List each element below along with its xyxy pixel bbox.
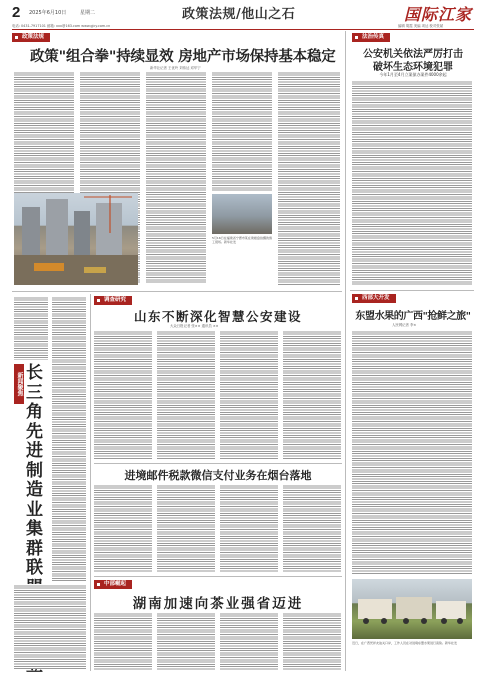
shandong-body-2 (157, 330, 215, 460)
hotline-text: 电话: 0431-7917101 邮箱: xxx@163.com www.gjcy.com.cn (12, 24, 111, 28)
yangtze-headline-char: 三 (26, 382, 43, 403)
pilot-body-3 (220, 484, 278, 572)
paper-logo: 国际江家 (404, 5, 473, 24)
lead-body-col4 (212, 71, 272, 191)
west-photo (352, 579, 472, 639)
shandong-body-1 (94, 330, 152, 460)
lead-headline: 政策"组合拳"持续显效 房地产市场保持基本稳定 (30, 49, 336, 65)
construction-scene (14, 193, 138, 285)
hunan-body-3 (220, 612, 278, 670)
west-body (352, 330, 472, 575)
lead-body-col5 (278, 71, 340, 286)
page-header (0, 0, 486, 38)
col-divider (345, 31, 346, 671)
issue-date: 2025年6月10日 (29, 10, 67, 16)
section-tag-central: 中部崛起 (94, 580, 132, 589)
yangtze-headline-char: 进 (26, 441, 43, 461)
shandong-body-3 (220, 330, 278, 460)
yangtze-body-c (14, 584, 86, 669)
west-headline: 东盟水果的广西"抢鲜之旅" (355, 311, 471, 322)
section-tag-west: 西部大开发 (352, 294, 396, 303)
lead-photo (14, 193, 138, 285)
lead-body-col3 (146, 71, 206, 283)
pilot-body-2 (157, 484, 215, 572)
yangtze-headline-char: 集 (26, 519, 43, 539)
header-rule (12, 29, 474, 30)
yangtze-headline-char: 业 (26, 499, 43, 520)
law-headline-2: 破坏生态环境犯罪 (373, 62, 453, 73)
hunan-body-4 (283, 612, 341, 670)
yangtze-headline-char: 联 (26, 558, 43, 578)
lead-byline: 新华社记者 王优玲 刘伟达 邓华宁 (150, 66, 201, 70)
yangtze-headline-char: 先 (26, 421, 43, 442)
mid-divider (12, 291, 342, 292)
page-number: 2 (12, 4, 21, 21)
pilot-headline: 进境邮件税款微信支付业务在烟台落地 (124, 469, 312, 482)
news-focus-label: 新闻聚焦 (14, 364, 24, 404)
mid-divider-2 (94, 463, 342, 464)
law-body (352, 80, 472, 285)
hunan-headline: 湖南加速向茶业强省迈进 (132, 596, 304, 612)
yangtze-body-a (52, 296, 86, 582)
issue-weekday: 星期二 (80, 10, 96, 16)
shandong-byline: 大众日报记者 张×× 通讯员 ×× (170, 324, 219, 328)
west-byline: 人民网记者 李× (392, 323, 417, 327)
law-headline-1: 公安机关依法严厉打击 (363, 49, 463, 60)
section-tag-law: 法治传真 (352, 33, 390, 42)
yangtze-headline-char: 群 (26, 538, 43, 559)
yangtze-headline-char: 制 (26, 460, 43, 481)
section-title: 政策法规/他山之石 (182, 7, 296, 22)
yangtze-body-b (14, 296, 48, 360)
yangtze-headline-char: 角 (26, 402, 43, 422)
pilot-body-1 (94, 484, 152, 572)
right-divider-1 (350, 290, 474, 291)
shandong-headline: 山东不断深化智慧公安建设 (133, 309, 302, 324)
lead-photo-2 (212, 194, 272, 234)
yangtze-headline-char: 造 (26, 480, 43, 500)
yangtze-block (12, 296, 86, 582)
yangtze-headline-char: 长 (26, 363, 43, 383)
law-subhead: 今年1月至4月立案侦办案件4000余起 (379, 72, 447, 77)
col-divider-left (90, 294, 91, 671)
section-tag-policy: 政策法规 (12, 33, 50, 42)
west-photo-caption: 近日，在广西凭祥友谊关口岸，工作人员在对进境东盟水果进行查验。新华社发 (352, 641, 458, 645)
lead-photo-caption: 5月16日在福建省宁德市某在建楼盘拍摄的施工现场。新华社发 (212, 236, 272, 244)
hunan-body-2 (157, 612, 215, 670)
pilot-body-4 (283, 484, 341, 572)
section-tag-economy: 调查研究 (94, 296, 132, 305)
shandong-body-4 (283, 330, 341, 460)
hunan-body-1 (94, 612, 152, 670)
editors-text: 编辑 胡霞 美编 项达 校对张斌 (398, 24, 443, 28)
fruit-trucks-scene (352, 579, 472, 639)
mid-divider-3 (94, 576, 342, 577)
